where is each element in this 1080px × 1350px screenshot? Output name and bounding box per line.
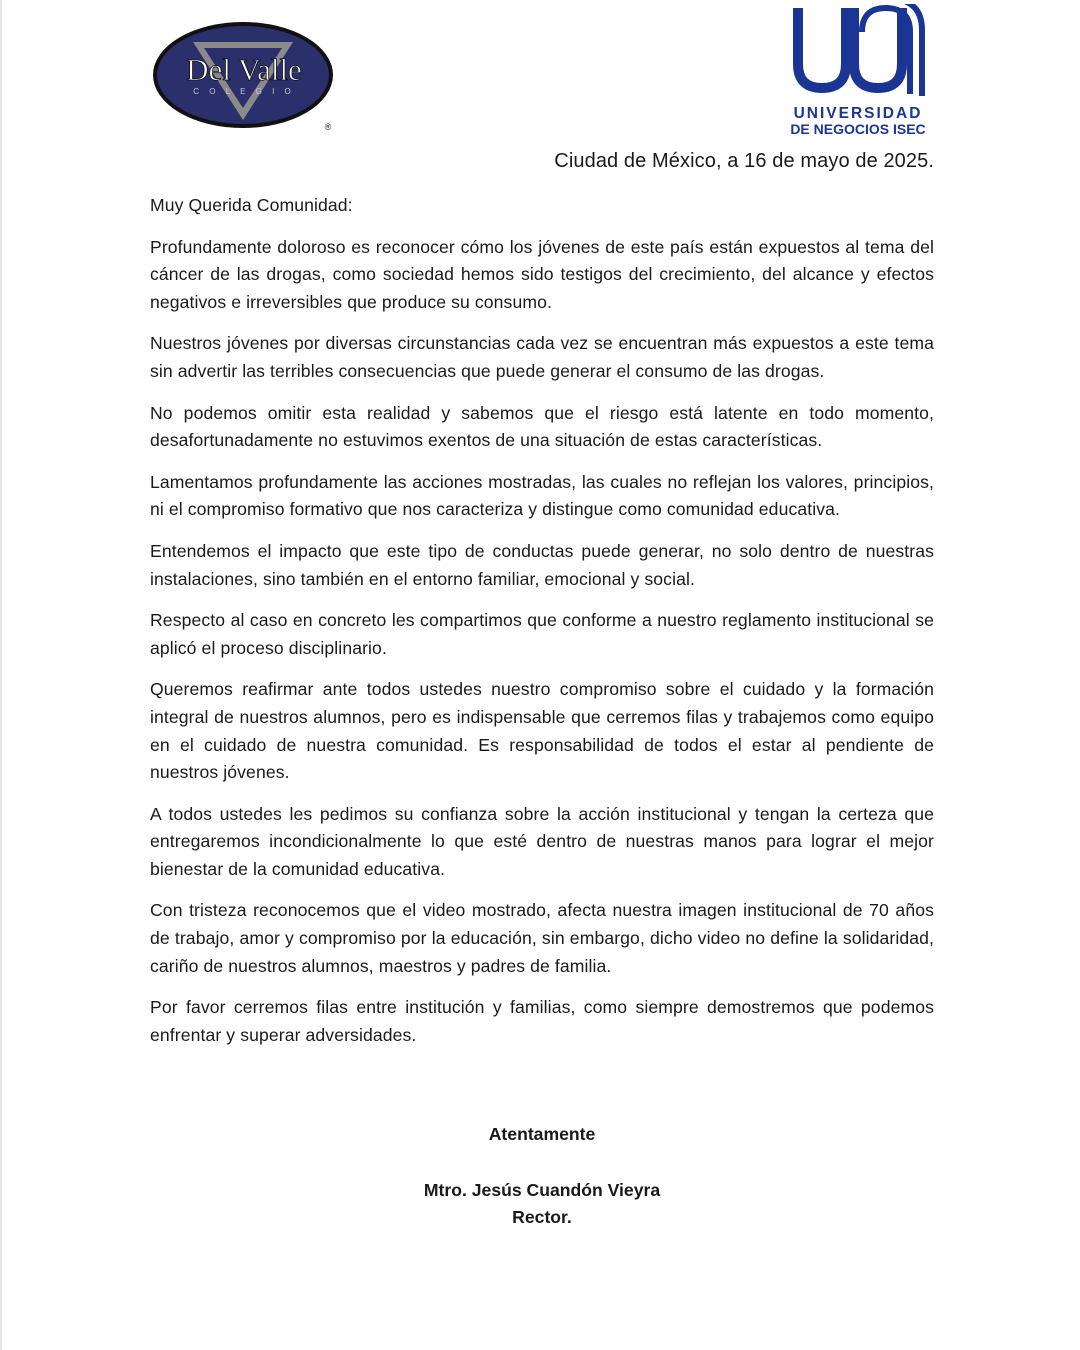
paragraph: Por favor cerremos filas entre institución y familias, como siempre demostremos que podemos enfrentar y superar adversidades.: [150, 997, 934, 1045]
closing: Atentamente: [488, 1124, 596, 1144]
paragraph: Lamentamos profundamente las acciones mostradas, las cuales no reflejan los valores, principios, ni el compromiso formativo que nos caracteriza y distingue como comunidad educativa.: [150, 471, 934, 520]
isec-logo-icon: [786, 4, 932, 138]
letter-body: [150, 192, 934, 1063]
del-valle-logo-subtext: C O L E G I O: [193, 87, 295, 96]
paragraph: Con tristeza reconocemos que el video mostrado, afecta nuestra imagen institucional de 70 años de trabajo, amor y compromiso por la educación, sin embargo, dicho video no define la solidaridad, cariño de nuestros alumnos, maestros y padres de familia.: [150, 900, 934, 976]
isec-logo-line2: DE NEGOCIOS ISEC: [790, 121, 926, 137]
signer-name: Mtro. Jesús Cuandón Vieyra: [423, 1180, 661, 1200]
del-valle-logo-text: Del Valle: [186, 52, 302, 87]
page-edge: [0, 0, 2, 1350]
paragraph: Profundamente doloroso es reconocer cómo los jóvenes de este país están expuestos al tema del cáncer de las drogas, como sociedad hemos sido testigos del crecimiento, del alcance y efectos negativos e irreversibles que produce su consumo.: [150, 236, 934, 312]
salutation: Muy Querida Comunidad:: [150, 195, 353, 215]
signer-title: Rector.: [512, 1207, 572, 1227]
paragraph: Queremos reafirmar ante todos ustedes nuestro compromiso sobre el cuidado y la formación integral de nuestros alumnos, pero es indispensable que cerremos filas y trabajemos como equipo en el cuidado de nuestra comunidad. Es responsabilidad de todos el estar al pendiente de nuestros jóvenes.: [150, 679, 934, 783]
paragraph: Respecto al caso en concreto les compartimos que conforme a nuestro reglamento institucional se aplicó el proceso disciplinario.: [150, 610, 934, 658]
registered-mark: ®: [324, 122, 332, 132]
letter-date: Ciudad de México, a 16 de mayo de 2025.: [554, 150, 934, 172]
isec-logo-line1: UNIVERSIDAD: [793, 105, 923, 122]
paragraph: Nuestros jóvenes por diversas circunstancias cada vez se encuentran más expuestos a este tema sin advertir las terribles consecuencias que puede generar el consumo de las drogas.: [150, 333, 934, 381]
paragraph: Entendemos el impacto que este tipo de conductas puede generar, no solo dentro de nuestras instalaciones, sino también en el entorno familiar, emocional y social.: [150, 540, 934, 589]
paragraph: No podemos omitir esta realidad y sabemos que el riesgo está latente en todo momento, desafortunadamente no estuvimos exentos de una situación de estas características.: [150, 402, 934, 451]
paragraph: A todos ustedes les pedimos su confianza sobre la acción institucional y tengan la certeza que entregaremos incondicionalmente lo que esté dentro de nuestras manos para lograr el mejor bienestar de la comunidad educativa.: [150, 803, 934, 879]
isec-logo: [786, 4, 932, 138]
del-valle-logo: [150, 18, 340, 136]
del-valle-logo-icon: [150, 18, 340, 136]
